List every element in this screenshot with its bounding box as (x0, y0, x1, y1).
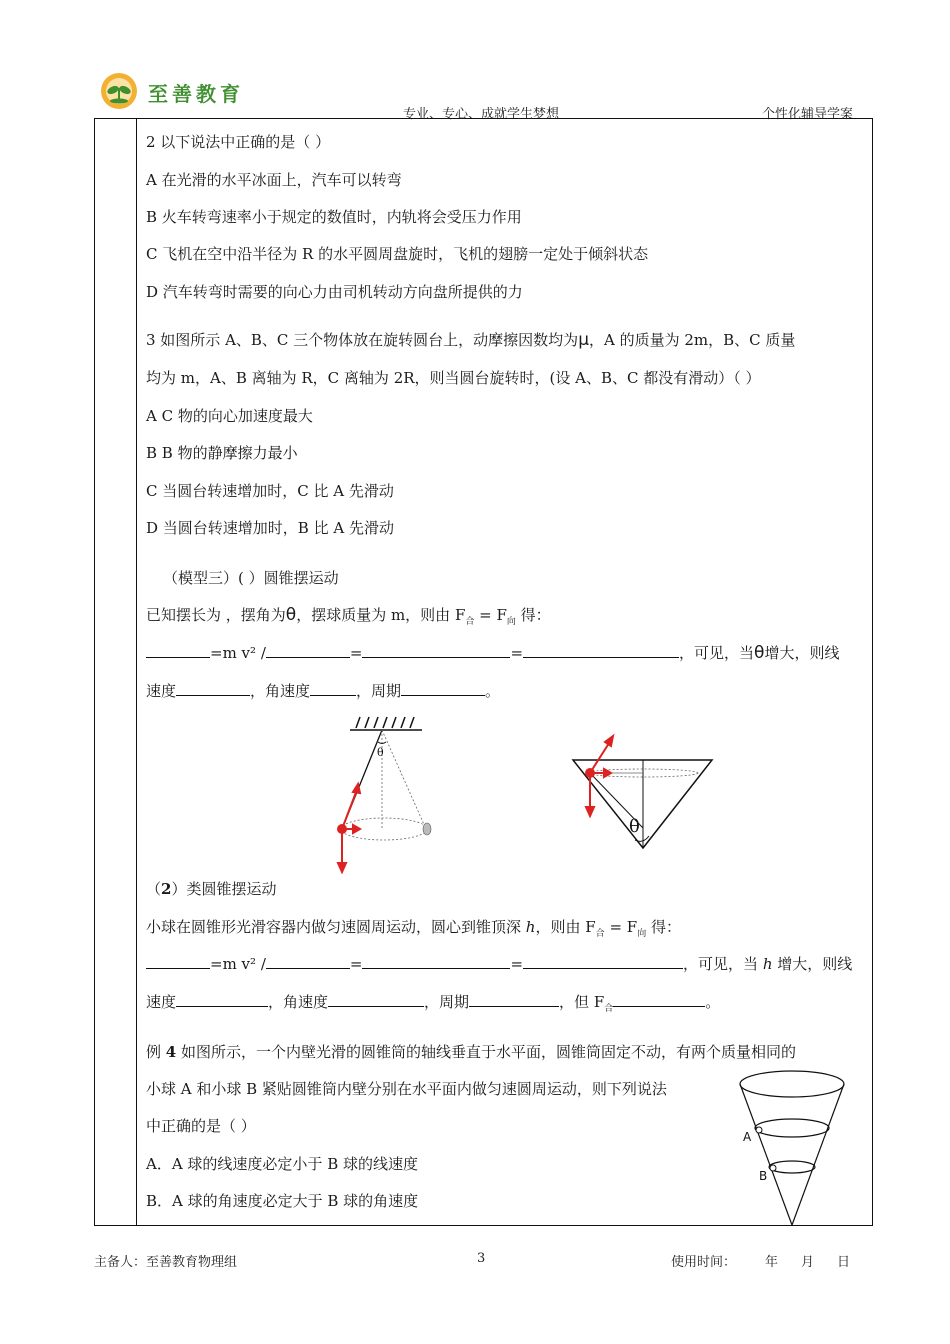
blank[interactable] (362, 643, 510, 658)
blank[interactable] (469, 992, 559, 1007)
blank[interactable] (362, 954, 510, 969)
eq-sign: = F (604, 918, 638, 936)
q3-option-a: A C 物的向心加速度最大 (146, 407, 313, 425)
cone-container-figure (565, 730, 720, 855)
h-symbol: h (762, 955, 773, 973)
conical-pendulum-figure (325, 712, 445, 877)
header-doc-type: 个性化辅导学案 (762, 107, 854, 122)
q3-stem-line2: 均为 m，A、B 离轴为 R，C 离轴为 2R，则当圆台旋转时，(设 A、B、C 都没有滑动）（ ） (146, 369, 761, 387)
ex4-option-a: A．A 球的线速度必定小于 B 球的线速度 (146, 1155, 418, 1173)
theta-label: θ (629, 816, 640, 837)
eq-sign: = F (474, 606, 507, 624)
sub-he: 合 (595, 929, 605, 939)
paren-left: （ (146, 880, 162, 898)
h-symbol: h (525, 918, 536, 936)
equal-sign: = (349, 955, 363, 973)
q3-stem-line1 (146, 329, 795, 350)
logo-text: 至善教育 (148, 82, 244, 106)
theta-symbol: θ (285, 605, 297, 625)
model3-known-a: 已知摆长为 ，摆角为 (146, 606, 286, 624)
zhouqi-text: ，周期 (356, 682, 402, 700)
kejian-text: ，可见，当 (683, 955, 759, 973)
zhouqi-text: ，周期 (424, 993, 470, 1011)
column-divider (136, 119, 137, 1225)
fig-label-b: B (759, 1169, 768, 1183)
equal-sign: = (510, 644, 524, 662)
model3-title: （模型三）( ）圆锥摆运动 (163, 569, 339, 587)
blank[interactable] (328, 992, 424, 1007)
sub-he: 合 (465, 617, 475, 627)
blank[interactable] (523, 954, 683, 969)
q3-stem-part2: ，A 的质量为 2m，B、C 质量 (589, 331, 796, 349)
de-text: 得： (646, 918, 681, 936)
q2-option-d: D 汽车转弯时需要的向心力由司机转动方向盘所提供的力 (146, 283, 523, 301)
blank[interactable] (523, 643, 679, 658)
blank[interactable] (401, 681, 485, 696)
model3-known-b: ，摆球质量为 m，则由 F (296, 606, 466, 624)
eq-mv: =m v² / (210, 644, 266, 662)
footer-usage: 使用时间： (671, 1255, 737, 1270)
ex4-line1 (146, 1041, 796, 1062)
kejian-text: ，可见，当 (679, 644, 755, 662)
title-rest: ）类圆锥摆运动 (171, 880, 277, 898)
desc-b: ，则由 F (535, 918, 596, 936)
q2-option-c: C 飞机在空中沿半径为 R 的水平圆周盘旋时，飞机的翅膀一定处于倾斜状态 (146, 245, 649, 263)
title-num: 2 (161, 880, 172, 898)
q2-option-b: B 火车转弯速率小于规定的数值时，内轨将会受压力作用 (146, 208, 522, 226)
model3-equation-line (146, 642, 839, 663)
theta-symbol: θ (754, 643, 765, 663)
ex4-line2: 小球 A 和小球 B 紧贴圆锥筒内壁分别在水平面内做匀速圆周运动，则下列说法 (146, 1080, 667, 1098)
footer-month: 月 (801, 1255, 815, 1270)
sub-he: 合 (604, 1004, 614, 1014)
model-sub-equation-line (146, 953, 852, 974)
ex4-text1: 如图所示，一个内壁光滑的圆锥筒的轴线垂直于水平面，圆锥筒固定不动，有两个质量相同的 (181, 1043, 797, 1061)
ex4-num: 4 (165, 1043, 177, 1061)
sub-xiang: 向 (506, 617, 516, 627)
sub-xiang: 向 (637, 929, 647, 939)
equal-sign: = (349, 644, 363, 662)
jiaosudu-text: ，角速度 (268, 993, 329, 1011)
page-number: 3 (477, 1251, 486, 1266)
q3-option-c: C 当圆台转速增加时，C 比 A 先滑动 (146, 482, 394, 500)
mu-symbol: μ (578, 330, 590, 350)
blank[interactable] (176, 681, 250, 696)
header-slogan: 专业、专心、成就学生梦想 (403, 107, 560, 122)
blank[interactable] (146, 643, 210, 658)
fig-label-a: A (743, 1130, 752, 1144)
blank[interactable] (176, 992, 268, 1007)
cone-tube-figure (735, 1068, 850, 1228)
model3-known (146, 604, 551, 627)
q2-option-a: A 在光滑的水平冰面上，汽车可以转弯 (146, 171, 402, 189)
blank[interactable] (613, 992, 705, 1007)
ex4-line3: 中正确的是（ ） (146, 1117, 256, 1135)
q3-option-d: D 当圆台转速增加时，B 比 A 先滑动 (146, 519, 394, 537)
footer-preparer: 主备人：至善教育物理组 (94, 1255, 238, 1270)
footer-day: 日 (837, 1255, 851, 1270)
ex4-option-b: B．A 球的角速度必定大于 B 球的角速度 (146, 1192, 419, 1210)
model3-answer-line (146, 680, 500, 701)
blank[interactable] (146, 954, 210, 969)
zengda-text: 增大，则线 (777, 955, 853, 973)
zengda-text: 增大，则线 (764, 644, 840, 662)
q2-stem: 2 以下说法中正确的是（ ） (146, 133, 331, 151)
model-sub-answer-line (146, 991, 720, 1014)
sudu-text: 速度 (146, 993, 177, 1011)
de-text: 得： (515, 606, 551, 624)
footer-year: 年 (765, 1255, 779, 1270)
jiaosudu-text: ，角速度 (250, 682, 311, 700)
end-mark: 。 (485, 682, 501, 700)
dan-text: ，但 F (559, 993, 605, 1011)
blank[interactable] (310, 681, 356, 696)
model-sub-desc (146, 916, 681, 939)
blank[interactable] (266, 954, 350, 969)
blank[interactable] (266, 643, 350, 658)
equal-sign: = (510, 955, 524, 973)
eq-mv: =m v² / (210, 955, 266, 973)
ex4-label: 例 (146, 1043, 162, 1061)
sudu-text: 速度 (146, 682, 177, 700)
desc-a: 小球在圆锥形光滑容器内做匀速圆周运动，圆心到锥顶深 (146, 918, 522, 936)
end-mark: 。 (705, 993, 721, 1011)
logo (100, 72, 138, 110)
q3-stem-part1: 3 如图所示 A、B、C 三个物体放在旋转圆台上，动摩擦因数均为 (146, 331, 579, 349)
model-sub-title (146, 878, 276, 899)
theta-label: θ (377, 746, 384, 759)
logo-icon (100, 72, 138, 110)
q3-option-b: B B 物的静摩擦力最小 (146, 444, 298, 462)
